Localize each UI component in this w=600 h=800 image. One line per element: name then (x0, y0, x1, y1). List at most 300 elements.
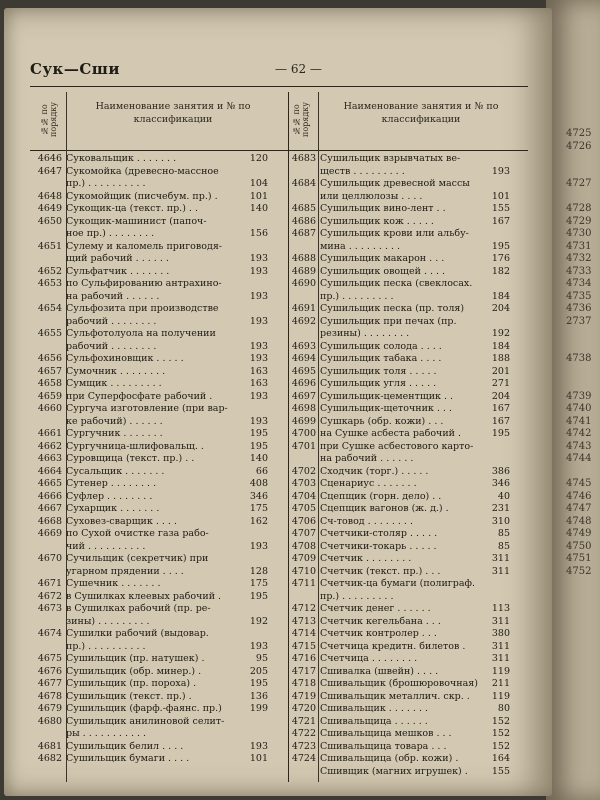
facing-entry-number: 4746 (566, 490, 592, 502)
table-row (284, 666, 530, 679)
entry-code: 167 (491, 215, 510, 227)
entry-num: 4666 (37, 490, 62, 502)
entry-num: 4692 (291, 315, 316, 327)
entry-name: Счетчик кегельбана . . . (320, 615, 441, 627)
table-row (284, 178, 530, 191)
table-row (30, 241, 288, 254)
entry-code: 120 (249, 153, 268, 164)
table-row (30, 153, 288, 166)
entry-name: Сумочник . . . . . . . . (66, 365, 166, 377)
entry-code: 205 (249, 665, 268, 677)
entry-name: в Сушилках клеевых рабочий . (66, 590, 222, 602)
entry-code: 152 (491, 715, 510, 727)
table-row (30, 328, 288, 341)
entry-code: 140 (249, 453, 268, 464)
entry-name: Сушильщик-щеточник . . . (320, 403, 452, 414)
entry-num: 4682 (37, 753, 62, 764)
table-row (30, 178, 288, 191)
entry-name: по Сульфированию антрахино- (66, 278, 222, 289)
table-row (284, 491, 530, 504)
entry-code: 193 (491, 165, 510, 177)
entry-name: Сукомойщик (писчебум. пр.) . (66, 190, 218, 202)
entry-num: 4661 (37, 428, 62, 439)
entry-name: ры . . . . . . . . . . . (66, 728, 147, 739)
table-row (284, 466, 530, 479)
facing-entry-number: 4733 (566, 265, 592, 277)
entry-num: 4724 (291, 753, 316, 764)
entry-name: Сушилки рабочий (выдовар. (66, 628, 209, 639)
facing-entry-number: 4730 (566, 228, 592, 239)
table-row (284, 503, 530, 516)
entry-name: Сушильщик бумаги . . . . (66, 753, 190, 764)
entry-code: 193 (249, 415, 268, 427)
table-row (284, 653, 530, 666)
entry-num: 4694 (291, 353, 316, 364)
entry-code: 195 (249, 678, 268, 689)
entry-name: Сценариус . . . . . . . (320, 478, 417, 489)
entry-num: 4690 (291, 278, 316, 289)
entry-code: 175 (249, 503, 268, 514)
entry-num: 4657 (37, 365, 62, 377)
table-row (30, 466, 288, 479)
facing-entry-number: 4748 (566, 515, 592, 527)
entry-name: Сушильщик крови или альбу- (320, 228, 469, 239)
entry-code: 184 (491, 290, 510, 302)
entry-num: 4659 (37, 390, 62, 402)
entry-code: 163 (249, 365, 268, 377)
table-row (284, 241, 530, 254)
entry-code: 192 (249, 615, 268, 627)
entry-name: Счетчик . . . . . . . . (320, 553, 412, 564)
entry-num: 4697 (291, 390, 316, 402)
entry-num: 4703 (291, 478, 316, 489)
entry-num: 4673 (37, 603, 62, 614)
entry-name: Сушильщик вино-лент . . (320, 203, 446, 214)
table-row (30, 166, 288, 179)
entry-num: 4696 (291, 378, 316, 389)
table-row (284, 316, 530, 329)
entry-code: 167 (491, 403, 510, 414)
entry-name: Сч-товод . . . . . . . . (320, 515, 413, 527)
entry-num: 4711 (291, 578, 316, 589)
entry-num: 4709 (291, 553, 316, 564)
entry-code: 346 (249, 490, 268, 502)
facing-entry-number (566, 366, 600, 379)
table-row (30, 691, 288, 704)
entry-num: 4672 (37, 590, 62, 602)
table-row (30, 753, 288, 766)
facing-entry-number: 4727 (566, 178, 592, 189)
table-row (30, 541, 288, 554)
table-row (284, 766, 530, 779)
facing-entry-number: 4744 (566, 453, 592, 464)
entry-num: 4691 (291, 303, 316, 314)
entry-code: 311 (491, 653, 510, 664)
entry-name: резины) . . . . . . . . (320, 328, 410, 339)
table-row (284, 353, 530, 366)
entry-num: 4716 (291, 653, 316, 664)
table-row (30, 316, 288, 329)
entry-name: ное пр.) . . . . . . . . (66, 228, 155, 239)
entry-num: 4708 (291, 540, 316, 552)
entry-num: 4717 (291, 665, 316, 677)
table-row (30, 216, 288, 229)
facing-entry-number: 4749 (566, 528, 592, 539)
table-row (284, 678, 530, 691)
left-title-header: Наименование занятия и № по классификации (95, 101, 251, 125)
entry-name: Сульфатчик . . . . . . . (66, 265, 170, 277)
entry-name: Сцепщик вагонов (ж. д.) . (320, 503, 449, 514)
table-row (30, 478, 288, 491)
facing-entry-number: 4750 (566, 540, 592, 552)
entry-name: Сшивальщик (брошюровочная) (320, 678, 478, 689)
entry-num: 4718 (291, 678, 316, 689)
entry-code: 40 (497, 490, 510, 502)
entry-num: 4676 (37, 665, 62, 677)
table-row (30, 666, 288, 679)
entry-code: 193 (249, 315, 268, 327)
table-row (284, 291, 530, 304)
entry-name: Сургучница-шлифовальщ. . (66, 440, 204, 452)
entry-name: Суфлер . . . . . . . . (66, 490, 153, 502)
entry-num: 4685 (291, 203, 316, 214)
entry-name: Сукощик-ца (текст. пр.) . . (66, 203, 198, 214)
entry-num: 4707 (291, 528, 316, 539)
entry-num: 4698 (291, 403, 316, 414)
entry-name: Сучильщик (секретчик) при (66, 553, 209, 564)
table-row (284, 741, 530, 754)
entry-code: 311 (491, 553, 510, 564)
table-row (30, 366, 288, 379)
entry-name: в Сушилках рабочий (пр. ре- (66, 603, 211, 614)
table-row (30, 341, 288, 354)
entry-num: 4713 (291, 615, 316, 627)
entry-code: 195 (249, 428, 268, 439)
page-range: Сук—Сши (30, 60, 121, 78)
entry-code: 193 (249, 253, 268, 264)
facing-entry-number: 4742 (566, 428, 592, 439)
table-row (30, 303, 288, 316)
table-row (30, 203, 288, 216)
entry-code: 136 (249, 690, 268, 702)
entry-code: 193 (249, 290, 268, 302)
entry-code: 128 (249, 565, 268, 577)
header-rule (30, 86, 528, 87)
entry-num: 4674 (37, 628, 62, 639)
right-title-header: Наименование занятия и № по классификации (343, 101, 499, 125)
table-row (284, 191, 530, 204)
entry-num: 4649 (37, 203, 62, 214)
facing-entry-number: 4728 (566, 203, 592, 214)
entry-num: 4702 (291, 465, 316, 477)
entry-name: Суковальщик . . . . . . . (66, 153, 177, 164)
entry-name: Сулему и каломель приговодя- (66, 240, 223, 252)
entry-code: 152 (491, 728, 510, 739)
entry-name: Счетчики-токарь . . . . . (320, 540, 437, 552)
facing-page-numbers (566, 128, 600, 578)
table-row (30, 391, 288, 404)
entry-num: 4710 (291, 565, 316, 577)
entry-name: Сумщик . . . . . . . . . (66, 378, 162, 389)
entry-name: Сшивальщица . . . . . . (320, 715, 428, 727)
facing-entry-number: 4747 (566, 503, 592, 514)
table-row (284, 203, 530, 216)
table-row (284, 378, 530, 391)
entry-code: 176 (491, 253, 510, 264)
entry-name: Счетчица кредитн. билетов . (320, 640, 466, 652)
entry-num: 4660 (37, 403, 62, 414)
entry-num: 4651 (37, 240, 62, 252)
entry-num: 4693 (291, 340, 316, 352)
entry-num: 4675 (37, 653, 62, 664)
entry-num: 4671 (37, 578, 62, 589)
page-number: — 62 — (275, 62, 322, 76)
table-row (30, 266, 288, 279)
page-header (30, 60, 530, 84)
entry-num: 4647 (37, 165, 62, 177)
right-num-header: №№ по порядку (292, 102, 310, 138)
table-row (30, 591, 288, 604)
entry-name: Сутенер . . . . . . . . (66, 478, 157, 489)
entry-name: рабочий . . . . . . . . (66, 315, 157, 327)
table-row (30, 628, 288, 641)
entry-num: 4668 (37, 515, 62, 527)
facing-entry-number (566, 466, 600, 479)
entry-num: 4683 (291, 153, 316, 164)
entry-code: 201 (491, 365, 510, 377)
table-row (30, 353, 288, 366)
entry-num: 4677 (37, 678, 62, 689)
facing-entry-number: 2737 (566, 315, 592, 327)
entry-name: Сушечник . . . . . . . (66, 578, 161, 589)
entry-name: Сшивальщица товара . . . (320, 740, 447, 752)
entry-code: 193 (249, 340, 268, 352)
entry-num: 4658 (37, 378, 62, 389)
entry-name: Сукомойка (древесно-массное (66, 165, 219, 177)
entry-code: 156 (249, 228, 268, 239)
entry-num: 4687 (291, 228, 316, 239)
table-row (284, 253, 530, 266)
table-row (284, 441, 530, 454)
facing-entry-number: 4732 (566, 253, 592, 264)
entry-num: 4706 (291, 515, 316, 527)
entry-num: 4648 (37, 190, 62, 202)
entry-num: 4704 (291, 490, 316, 502)
entry-num: 4688 (291, 253, 316, 264)
entry-num: 4686 (291, 215, 316, 227)
entry-name: Сшивалка (швейн) . . . . (320, 665, 439, 677)
entry-name: мина . . . . . . . . . (320, 240, 401, 252)
entry-name: Сшивальщик металлич. скр. . (320, 690, 470, 702)
table-row (284, 478, 530, 491)
entry-code: 101 (249, 190, 268, 202)
entry-code: 119 (491, 690, 510, 702)
entry-name: чий . . . . . . . . . . (66, 540, 146, 552)
entry-code: 195 (249, 440, 268, 452)
entry-name: Сушильщик песка (свеклосах. (320, 278, 473, 289)
entry-num: 4719 (291, 690, 316, 702)
facing-entry-number: 4739 (566, 390, 592, 402)
entry-name: рабочий . . . . . . . . (66, 340, 157, 352)
entry-code: 408 (249, 478, 268, 489)
entry-code: 175 (249, 578, 268, 589)
entry-name: Сургучник . . . . . . . (66, 428, 163, 439)
facing-entry-number: 4735 (566, 290, 592, 302)
entry-name: Сушильщик (обр. минер.) . (66, 665, 202, 677)
entry-code: 211 (491, 678, 510, 689)
table-row (284, 216, 530, 229)
entry-name: при Сушке асбестового карто- (320, 440, 474, 452)
table-row (30, 291, 288, 304)
entry-name: Счетчик контролер . . . (320, 628, 437, 639)
table-row (30, 566, 288, 579)
table-row (284, 303, 530, 316)
entry-code: 193 (249, 640, 268, 652)
entry-name: Сульфохиновщик . . . . . (66, 353, 184, 364)
table-row (30, 441, 288, 454)
entry-num: 4705 (291, 503, 316, 514)
table-row (30, 253, 288, 266)
entry-name: Счетчик денег . . . . . . (320, 603, 431, 614)
entry-num: 4646 (37, 153, 62, 164)
entry-code: 184 (491, 340, 510, 352)
entry-name: Сшивальщица (обр. кожи) . (320, 753, 459, 764)
entry-name: Сушильщик (пр. пороха) . (66, 678, 197, 689)
entry-code: 101 (491, 190, 510, 202)
table-row (284, 266, 530, 279)
entry-name: Сусальщик . . . . . . . (66, 465, 165, 477)
table-row (284, 453, 530, 466)
table-row (284, 416, 530, 429)
entry-code: 80 (497, 703, 510, 714)
entry-name: Сшивальщица мешков . . . (320, 728, 452, 739)
entry-code: 204 (491, 390, 510, 402)
entry-code: 311 (491, 640, 510, 652)
entry-code: 192 (491, 328, 510, 339)
entry-code: 162 (249, 515, 268, 527)
table-row (30, 428, 288, 441)
table-row (284, 703, 530, 716)
entry-name: Сцепщик (горн. дело) . . (320, 490, 442, 502)
facing-entry-number: 4745 (566, 478, 592, 489)
facing-entry-number: 4725 (566, 128, 592, 139)
entry-name: Счетчик (текст. пр.) . . . (320, 565, 441, 577)
entry-code: 163 (249, 378, 268, 389)
table-row (284, 603, 530, 616)
entry-name: Сшивальщик . . . . . . . (320, 703, 429, 714)
entry-num: 4680 (37, 715, 62, 727)
entry-name: Сушильщик овощей . . . . (320, 265, 446, 277)
entry-name: Сушильщик взрывчатых ве- (320, 153, 461, 164)
entry-num: 4722 (291, 728, 316, 739)
table-row (284, 753, 530, 766)
entry-code: 193 (249, 353, 268, 364)
table-row (30, 641, 288, 654)
entry-code: 204 (491, 303, 510, 314)
entry-name: пр.) . . . . . . . . . (320, 290, 394, 302)
table-row (284, 616, 530, 629)
table-row (30, 603, 288, 616)
entry-code: 310 (491, 515, 510, 527)
table-row (284, 341, 530, 354)
entry-num: 4654 (37, 303, 62, 314)
entry-name: Сушильщик песка (пр. толя) (320, 303, 465, 314)
facing-entry-number: 4729 (566, 215, 592, 227)
entry-name: Сушильщик (текст. пр.) . (66, 690, 192, 702)
entry-name: Сушильщик при печах (пр. (320, 315, 457, 327)
table-row (30, 653, 288, 666)
entry-name: Счетчица . . . . . . . . (320, 653, 418, 664)
facing-entry-number: 4736 (566, 303, 592, 314)
entry-num: 4662 (37, 440, 62, 452)
entry-name: Счетчик-ца бумаги (полиграф. (320, 578, 475, 589)
entry-code: 95 (255, 653, 268, 664)
table-row (30, 416, 288, 429)
entry-name: Сушильщик толя . . . . . (320, 365, 437, 377)
entry-name: Суховез-сварщик . . . . (66, 515, 177, 527)
entry-code: 85 (497, 528, 510, 539)
entry-code: 195 (249, 590, 268, 602)
table-row (30, 453, 288, 466)
table-row (30, 703, 288, 716)
entry-num: 4712 (291, 603, 316, 614)
entry-name: зины) . . . . . . . . . (66, 615, 150, 627)
table-row (284, 428, 530, 441)
entry-num: 4689 (291, 265, 316, 277)
table-row (30, 191, 288, 204)
entry-num: 4678 (37, 690, 62, 702)
table-row (284, 403, 530, 416)
table-row (284, 691, 530, 704)
entry-code: 193 (249, 265, 268, 277)
entry-name: Сушильщик табака . . . . (320, 353, 442, 364)
table-row (30, 616, 288, 629)
table-row (284, 166, 530, 179)
table-row (284, 566, 530, 579)
entry-name: на Сушке асбеста рабочий . (320, 428, 462, 439)
entry-name: Сухарщик . . . . . . . (66, 503, 160, 514)
entry-name: Сушильщик макарон . . . (320, 253, 445, 264)
table-row (284, 553, 530, 566)
entry-code: 164 (491, 753, 510, 764)
entry-code: 113 (491, 603, 510, 614)
table-row (30, 278, 288, 291)
table-row (30, 378, 288, 391)
table-row (30, 728, 288, 741)
table-row (284, 153, 530, 166)
facing-entry-number: 4738 (566, 353, 592, 364)
entry-name: Сушкарь (обр. кожи) . . . (320, 415, 444, 427)
facing-entry-number (566, 153, 600, 166)
entry-code: 193 (249, 390, 268, 402)
entry-name: Сушильщик белил . . . . (66, 740, 184, 752)
table-row (284, 716, 530, 729)
entry-num: 4656 (37, 353, 62, 364)
entry-name: Сукощик-машинист (папоч- (66, 215, 207, 227)
entry-code: 195 (491, 240, 510, 252)
entry-num: 4655 (37, 328, 62, 339)
right-column (284, 153, 530, 778)
table-row (284, 516, 530, 529)
entry-code: 311 (491, 565, 510, 577)
entry-num: 4700 (291, 428, 316, 439)
facing-entry-number: 4743 (566, 440, 592, 452)
entry-num: 4667 (37, 503, 62, 514)
entry-code: 271 (491, 378, 510, 389)
table-row (284, 278, 530, 291)
entry-name: Сульфотолуола на получении (66, 328, 216, 339)
entry-num: 4684 (291, 178, 316, 189)
